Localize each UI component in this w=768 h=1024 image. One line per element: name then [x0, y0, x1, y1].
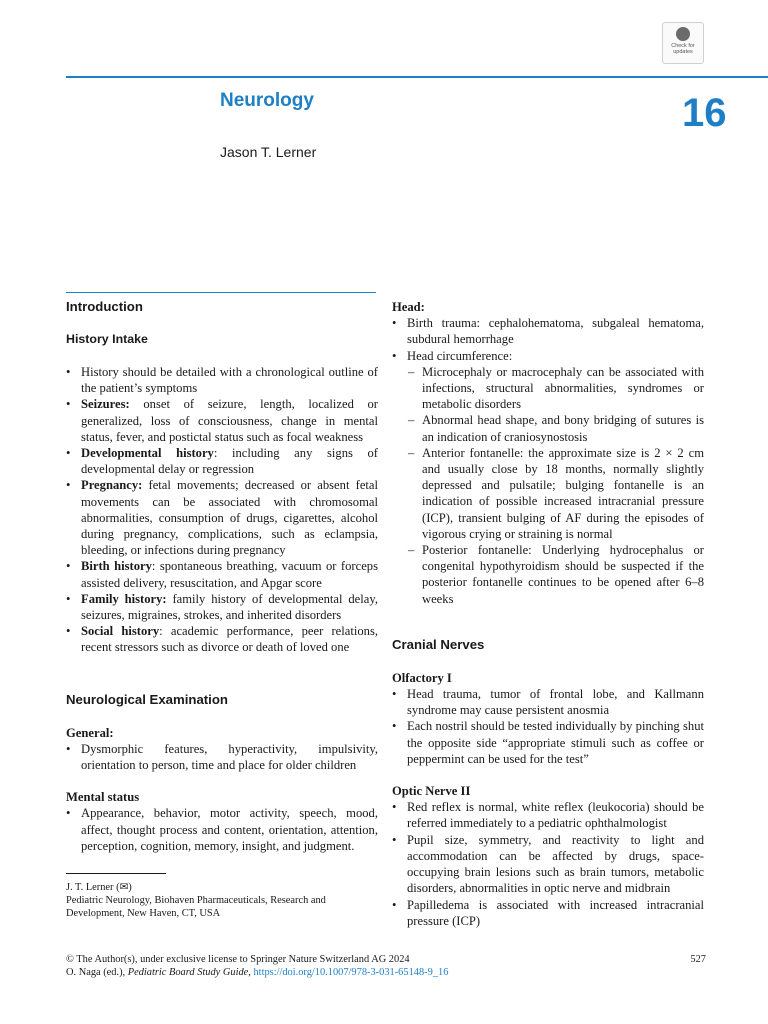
list-item: • Birth trauma: cephalohematoma, subgaleal hematoma, subdural hemorrhage — [392, 315, 704, 347]
mental-status-list — [66, 805, 378, 854]
olfactory-label: Olfactory I — [392, 670, 452, 685]
list-item: • Dysmorphic features, hyperactivity, impulsivity, orientation to person, time and place for older children — [66, 741, 378, 773]
list-item: • Pregnancy: fetal movements; decreased or absent fetal movements can be associated with chromosomal abnormalities, consumption of drugs, cigarettes, alcohol during pregnancy, complications, such as eclampsia, bleeding, or infections during pregnancy — [66, 477, 378, 558]
doi-link[interactable]: https://doi.org/10.1007/978-3-031-65148-9_16 — [253, 967, 449, 978]
olfactory-list — [392, 686, 704, 767]
footnote-affiliation: Pediatric Neurology, Biohaven Pharmaceuticals, Research and Development, New Haven, CT, USA — [66, 895, 326, 919]
optic-nerve-label: Optic Nerve II — [392, 784, 471, 799]
page-footer — [66, 953, 706, 979]
head-list — [392, 315, 704, 607]
top-rule — [66, 76, 768, 78]
list-item: • Appearance, behavior, motor activity, speech, mood, affect, thought process and content, orientation, attention, perception, cognition, memory, insight, and judgment. — [66, 805, 378, 854]
general-label: General: — [66, 725, 114, 740]
chapter-author: Jason T. Lerner — [220, 144, 317, 160]
page-number: 527 — [690, 954, 706, 965]
history-intake-heading: History Intake — [66, 332, 148, 346]
list-item: • Head trauma, tumor of frontal lobe, and Kallmann syndrome may cause persistent anosmia — [392, 686, 704, 718]
right-column — [392, 299, 704, 929]
chapter-number: 16 — [682, 91, 727, 135]
chapter-title: Neurology — [220, 90, 314, 111]
sublist-item: – Abnormal head shape, and bony bridging of sutures is an indication of craniosynostosis — [407, 412, 704, 444]
list-item: • Social history: academic performance, peer relations, recent stressors such as divorce or death of loved one — [66, 623, 378, 655]
general-list — [66, 741, 378, 773]
left-column — [66, 299, 378, 854]
badge-line2: updates — [673, 49, 693, 55]
list-item: • Seizures: onset of seizure, length, localized or generalized, loss of consciousness, change in mental status, fever, and postictal status such as focal weakness — [66, 396, 378, 445]
list-item: • Birth history: spontaneous breathing, vacuum or forceps assisted delivery, resuscitation, and Apgar score — [66, 558, 378, 590]
list-item: • Red reflex is normal, white reflex (leukocoria) should be referred immediately to a pediatric ophthalmologist — [392, 799, 704, 831]
mental-status-label: Mental status — [66, 790, 140, 805]
head-sublist — [407, 364, 704, 607]
list-item: • Papilledema is associated with increased intracranial pressure (ICP) — [392, 897, 704, 929]
list-item: • Pupil size, symmetry, and reactivity to light and accommodation can be affected by drugs, space-occupying brain lesions such as brain tumors, metabolic disorders, abnormalities in optic nerve and midbrain — [392, 832, 704, 897]
sublist-item: – Anterior fontanelle: the approximate size is 2 × 2 cm and usually close by 18 months, normally slightly depressed and pulsatile; bulging fontanelle is an indication of possible increased intracranial pressure (ICP), transient bulging of AF during the episodes of vigorous crying or straining is normal — [407, 445, 704, 542]
sublist-item: – Posterior fontanelle: Underlying hydrocephalus or congenital hypothyroidism should be suspected if the posterior fontanelle continues to be opened after 6–8 weeks — [407, 542, 704, 607]
list-item: • Family history: family history of developmental delay, seizures, migraines, strokes, and inherited disorders — [66, 591, 378, 623]
list-item: • Head circumference: – Microcephaly or macrocephaly can be associated with infections, structural abnormalities, syndromes or metabolic disorders – Abnormal head shape, and bony bridging of sutures is an indication of craniosynostosis – Anterior fontanelle: the approximate size is 2 × 2 cm and usually close by 18 months, normally slightly depressed and pulsatile; bulging fontanelle is an indication of possible increased intracranial pressure (ICP), transient bulging of AF during the episodes of vigorous crying or straining is normal – Posterior fontanelle: Underlying hydrocephalus or congenital hypothyroidism should be suspected if the posterior fontanelle continues to be opened after 6–8 weeks — [392, 348, 704, 607]
book-title: Pediatric Board Study Guide — [127, 967, 249, 978]
footnote-rule — [66, 873, 166, 874]
list-item: • Each nostril should be tested individually by pinching shut the opposite side “appropriate stimuli such as coffee or peppermint can be used for the test” — [392, 718, 704, 767]
list-item: • History should be detailed with a chronological outline of the patient’s symptoms — [66, 364, 378, 396]
list-item: • Developmental history: including any signs of developmental delay or regression — [66, 445, 378, 477]
head-label: Head: — [392, 300, 425, 314]
check-for-updates-badge[interactable] — [662, 22, 704, 64]
update-icon — [676, 27, 690, 41]
citation-line: O. Naga (ed.), Pediatric Board Study Guide, https://doi.org/10.1007/978-3-031-65148-9_16 — [66, 967, 449, 978]
neuro-exam-heading: Neurological Examination — [66, 691, 228, 707]
copyright-line: © The Author(s), under exclusive license to Springer Nature Switzerland AG 2024 — [66, 954, 410, 965]
section-rule — [66, 292, 376, 293]
badge-line1: Check for — [671, 43, 695, 49]
optic-nerve-list — [392, 799, 704, 929]
introduction-heading: Introduction — [66, 299, 143, 314]
footnote-author: J. T. Lerner (✉) — [66, 882, 132, 893]
history-list — [66, 364, 378, 656]
sublist-item: – Microcephaly or macrocephaly can be associated with infections, structural abnormalities, syndromes or metabolic disorders — [407, 364, 704, 413]
cranial-nerves-heading: Cranial Nerves — [392, 636, 485, 652]
author-footnote — [66, 881, 366, 920]
